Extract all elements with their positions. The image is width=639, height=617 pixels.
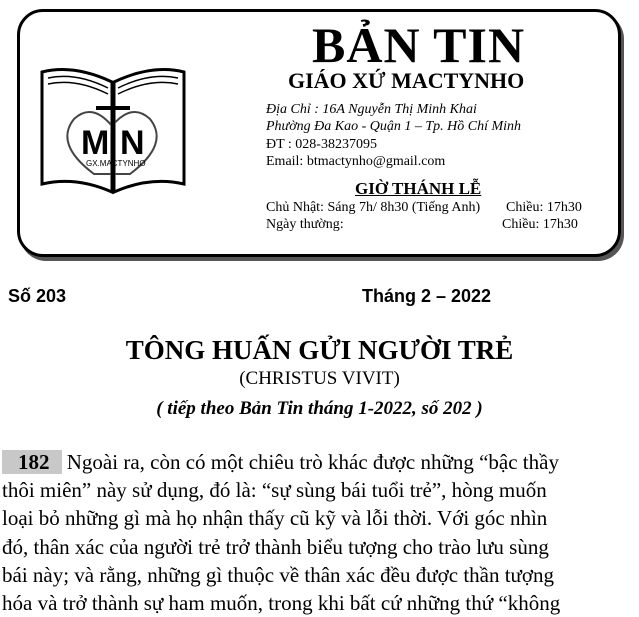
body-line: loại bỏ những gì mà họ nhận thấy cũ kỹ và lỗi thời. Với góc nhìn	[2, 506, 548, 531]
sunday-evening-mass: Chiều: 17h30	[506, 200, 582, 215]
article-title: TÔNG HUẤN GỬI NGƯỜI TRẺ	[125, 335, 514, 365]
article-latin-title: (CHRISTUS VIVIT)	[239, 368, 400, 389]
article-continuation-note: ( tiếp theo Bản Tin tháng 1-2022, số 202 )	[156, 398, 483, 419]
mass-times-heading: GIỜ THÁNH LỄ	[355, 179, 482, 198]
sunday-mass-label: Chủ Nhật: Sáng 7h/ 8h30 (Tiếng Anh)	[266, 200, 481, 215]
body-line: thôi miên” này sử dụng, đó là: “sự sùng bái tuổi trẻ”, hòng muốn	[2, 478, 547, 503]
body-line: 182 Ngoài ra, còn có một chiêu trò khác được những “bậc thầy	[2, 448, 638, 476]
weekday-evening-mass: Chiều: 17h30	[502, 217, 578, 232]
phone-number: ĐT : 028-38237095	[266, 137, 377, 152]
issue-number: Số 203	[8, 286, 67, 306]
address-line-2: Phường Đa Kao - Quận 1 – Tp. Hồ Chí Minh	[266, 119, 522, 134]
body-line: hóa và trở thành sự ham muốn, trong khi bất cứ những thứ “không	[2, 591, 561, 616]
paragraph-number: 182	[2, 450, 62, 474]
issue-date: Tháng 2 – 2022	[362, 286, 492, 306]
parish-logo	[34, 64, 194, 204]
newsletter-title: BẢN TIN	[312, 17, 526, 73]
svg-text:M: M	[81, 124, 110, 162]
logo-text: GX.MACTYNHO	[86, 159, 146, 168]
body-line: bái này; và rằng, những gì thuộc về thân xác đều được thần tượng	[2, 562, 555, 587]
address-line-1: Địa Chỉ : 16A Nguyễn Thị Minh Khai	[266, 102, 477, 117]
svg-text:N: N	[120, 124, 145, 162]
article-body	[2, 448, 638, 617]
parish-name: GIÁO XỨ MACTYNHO	[288, 68, 525, 93]
email-address: Email: btmactynho@gmail.com	[266, 154, 446, 169]
body-line: đó, thân xác của người trẻ trở thành biểu tượng cho trào lưu sùng	[2, 534, 549, 559]
weekday-mass-label: Ngày thường:	[266, 217, 344, 232]
